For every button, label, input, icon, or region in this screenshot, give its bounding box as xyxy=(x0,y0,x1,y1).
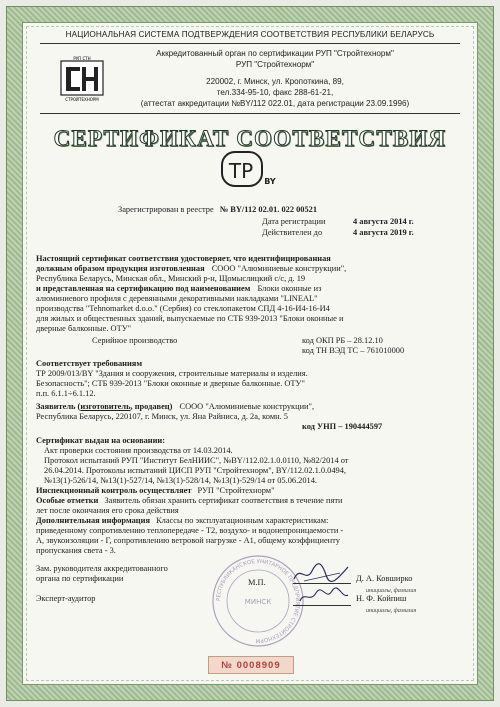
seal-ring-text: РЕСПУБЛИКАНСКОЕ УНИТАРНОЕ ПРЕДПРИЯТИЕ СТРОЙТЕХНОРМ xyxy=(215,558,301,644)
tr-mark-sub: BY xyxy=(264,177,276,186)
serial-production: Серийное производство xyxy=(92,336,178,345)
body-line-1: Настоящий сертификат соответствия удостоверяет, что идентифицированная xyxy=(36,254,331,263)
applicant-role-rest: , продавец) xyxy=(130,402,173,411)
seal-center-text: МИНСК xyxy=(244,598,272,606)
requirement-line-1: ТР 2009/013/BY "Здания и сооружения, строительные материалы и изделия. xyxy=(36,369,308,378)
inspection-label: Инспекционный контроль осуществляет xyxy=(36,486,192,495)
header-rule xyxy=(40,43,460,44)
product-intro: и представленная на сертификацию под наименованием xyxy=(36,284,251,293)
manufacturer-address: Республика Беларусь, Минская обл., Минский р-н, Щомыслицкий с/с, д. 19 xyxy=(36,274,306,283)
deputy-name: Д. А. Ковширко xyxy=(356,574,413,583)
applicant-address: Республика Беларусь, 220107, г. Минск, ул. Яна Райниса, д. 2а, комн. 5 xyxy=(36,412,288,421)
requirement-line-2: Безопасность"; СТБ 939-2013 "Блоки оконные и дверные балконные. ОТУ" xyxy=(36,379,305,388)
valid-label: Действителен до xyxy=(262,228,323,237)
mp-label: М.П. xyxy=(248,578,266,587)
expert-name: Н. Ф. Койпиш xyxy=(356,594,407,603)
basis-line-4: №13(1)-526/14, №13(1)-527/14, №13(1)-528/14, №13(1)-529/14 от 05.06.2014. xyxy=(44,476,318,485)
extra-label: Дополнительная информация xyxy=(36,516,150,525)
tnved-code: код ТН ВЭД ТС – 761010000 xyxy=(302,346,405,355)
certificate-page: НАЦИОНАЛЬНАЯ СИСТЕМА ПОДТВЕРЖДЕНИЯ СООТВЕТСТВИЯ РЕСПУБЛИКИ БЕЛАРУСЬ РУП СТН СТРОЙТЕХНОРМ Аккредитованный орган по сертификации РУП "Стройтехнорм" РУП "Стройтехнорм" 220002, г. Минск, ул. Кропоткина, 89, тел.334-95-10, факс 288-61-21, (аттестат аккредитации №BY/112 022.01, дата регистрации 23.09.1996) СЕРТИФИКАТ СООТВЕТСТВИЯ ТР BY Зарегистрирован в реестре № BY/112 02.01. 022 00521 Дата регистрации 4 августа 2014 г. Действителен до 4 августа 2019 г. Настоящий сертификат соответствия удостоверяет, что идентифицированная должным образом продукция изготовленная СООО "Алюминиевые конструкции", Республика Беларусь, Минская обл., Минский р-н, Щомыслицкий с/с, д. 19 и представленная на сертификацию под наименованием Блоки оконные из алюминиевого профиля с деревянными декоративными накладками "LINEAL" производства "Tehnomarket d.o.o." (Сербия) со стеклопакетом СПД 4-16-И4-16-И4 для жилых и общественных зданий, выпускаемые по СТБ 939-2013 "Блоки оконные и дверные балконные. ОТУ" Серийное производство код ОКП РБ – 28.12.10 код ТН ВЭД ТС – 761010000 Соответствует требованиям ТР 2009/013/BY "Здания и сооружения, строительные материалы и изделия. Безопасность"; СТБ 939-2013 "Блоки оконные и дверные балконные. ОТУ" п.п. 6.1.1÷6.1.12. Заявитель (изготовитель, продавец) СООО "Алюминиевые конструкции", Республика Беларусь, 220107, г. Минск, ул. Яна Райниса, д. 2а, комн. 5 код УНП – 190444597 Сертификат выдан на основании: Акт проверки состояния производства от 14.03.2014. Протокол испытаний РУП "Институт БелНИИС", №BY/112.02.1.0.0110, №82/2014 от 26.04.2014. Протоколы испытаний ЦИСП РУП "Стройтехнорм", BY/112.02.1.0.0494, №13(1)-526/14, №13(1)-527/14, №13(1)-528/14, №13(1)-529/14 от 05.06.2014. Инспекционный контроль осуществляет РУП "Стройтехнорм" Особые отметки Заявитель обязан хранить сертификат соответствия в течение пяти лет после окончания его срока действия Дополнительная информация Классы по эксплуатационным характеристикам: приведенному сопротивлению теплопередаче - Т2, воздухо- и водонепроницаемости - А, звукоизоляции - Г, сопротивлению ветровой нагрузке - А1, общему коэффициенту пропускания света - 3. Зам. руководителя аккредитованного органа по сертификации М.П. РЕСПУБЛИКАНСКОЕ УНИТАРНОЕ ПРЕДПРИЯТИЕ СТРОЙТЕХНОРМ МИНСК Д. А. Ковширко инициалы, фамилия Эксперт-аудитор Н. Ф. Койпиш инициалы, фамилия № 0008909 xyxy=(0,0,500,707)
applicant-role: изготовитель xyxy=(80,402,131,411)
body-line-2a: должным образом продукция изготовленная xyxy=(36,264,205,273)
extra-line-2: приведенному сопротивлению теплопередаче - Т2, воздухо- и водонепроницаемости - xyxy=(36,526,344,535)
body-address: 220002, г. Минск, ул. Кропоткина, 89, xyxy=(206,77,344,86)
requirements-heading: Соответствует требованиям xyxy=(36,359,143,368)
notes-line-1: Заявитель обязан хранить сертификат соответствия в течение пяти xyxy=(104,496,343,505)
product-name-1: Блоки оконные из xyxy=(257,284,322,293)
tr-mark-main: ТР xyxy=(228,159,254,183)
product-name-5: дверные балконные. ОТУ" xyxy=(36,324,132,333)
manufacturer-name: СООО "Алюминиевые конструкции", xyxy=(211,264,347,273)
certificate-serial-number: № 0008909 xyxy=(208,656,294,674)
okp-code: код ОКП РБ – 28.12.10 xyxy=(302,336,383,345)
registry-number: № BY/112 02.01. 022 00521 xyxy=(219,205,318,214)
certificate-title: СЕРТИФИКАТ СООТВЕТСТВИЯ xyxy=(53,126,447,151)
product-name-4: для жилых и общественных зданий, выпускаемые по СТБ 939-2013 "Блоки оконные и xyxy=(36,314,344,323)
header-bottom-rule xyxy=(40,113,460,114)
expert-sign-line xyxy=(293,605,351,606)
product-name-3: производства "Tehnomarket d.o.o." (Сербия) со стеклопакетом СПД 4-16-И4-16-И4 xyxy=(36,304,330,313)
basis-line-1: Акт проверки состояния производства от 14.03.2014. xyxy=(44,446,233,455)
tr-conformity-mark xyxy=(220,150,280,190)
agency-header: НАЦИОНАЛЬНАЯ СИСТЕМА ПОДТВЕРЖДЕНИЯ СООТВЕТСТВИЯ РЕСПУБЛИКИ БЕЛАРУСЬ xyxy=(65,30,435,39)
notes-line-2: лет после окончания его срока действия xyxy=(36,506,179,515)
applicant-label: Заявитель xyxy=(36,402,76,411)
applicant-unp: код УНП – 190444597 xyxy=(302,422,383,431)
extra-line-3: А, звукоизоляции - Г, сопротивлению ветровой нагрузке - А1, общему коэффициенту xyxy=(36,536,340,545)
basis-line-2: Протокол испытаний РУП "Институт БелНИИС", №BY/112.02.1.0.0110, №82/2014 от xyxy=(44,456,349,465)
logo-bottom-text: СТРОЙТЕХНОРМ xyxy=(65,97,99,102)
requirement-line-3: п.п. 6.1.1÷6.1.12. xyxy=(36,389,96,398)
deputy-title-2: органа по сертификации xyxy=(36,574,124,583)
registry-label: Зарегистрирован в реестре xyxy=(118,205,214,214)
extra-line-1: Классы по эксплуатационным характеристикам: xyxy=(156,516,329,525)
basis-heading: Сертификат выдан на основании: xyxy=(36,436,166,445)
body-accreditation: (аттестат аккредитации №BY/112 022.01, дата регистрации 23.09.1996) xyxy=(140,99,410,108)
applicant-name: СООО "Алюминиевые конструкции", xyxy=(179,402,315,411)
inspection-value: РУП "Стройтехнорм" xyxy=(197,486,275,495)
expert-name-caption: инициалы, фамилия xyxy=(366,608,417,614)
reg-date-label: Дата регистрации xyxy=(262,217,326,226)
deputy-name-caption: инициалы, фамилия xyxy=(366,588,417,594)
extra-line-4: пропускания света - 3. xyxy=(36,546,116,555)
basis-line-3: 26.04.2014. Протоколы испытаний ЦИСП РУП "Стройтехнорм", BY/112.02.1.0.0494, xyxy=(44,466,347,475)
expert-signature xyxy=(296,585,352,607)
deputy-title-1: Зам. руководителя аккредитованного xyxy=(36,564,168,573)
notes-label: Особые отметки xyxy=(36,496,99,505)
strojtehnorm-logo xyxy=(60,55,104,103)
expert-title: Эксперт-аудитор xyxy=(36,594,96,603)
product-name-2: алюминиевого профиля с деревянными декоративными накладками "LINEAL" xyxy=(36,294,318,303)
deputy-sign-line xyxy=(293,583,351,584)
valid-date: 4 августа 2019 г. xyxy=(353,228,414,237)
body-phone: тел.334-95-10, факс 288-61-21, xyxy=(216,88,334,97)
body-org: РУП "Стройтехнорм" xyxy=(235,60,315,69)
reg-date: 4 августа 2014 г. xyxy=(353,217,414,226)
logo-top-text: РУП СТН xyxy=(73,56,91,61)
body-name: Аккредитованный орган по сертификации РУП "Стройтехнорм" xyxy=(156,49,394,58)
